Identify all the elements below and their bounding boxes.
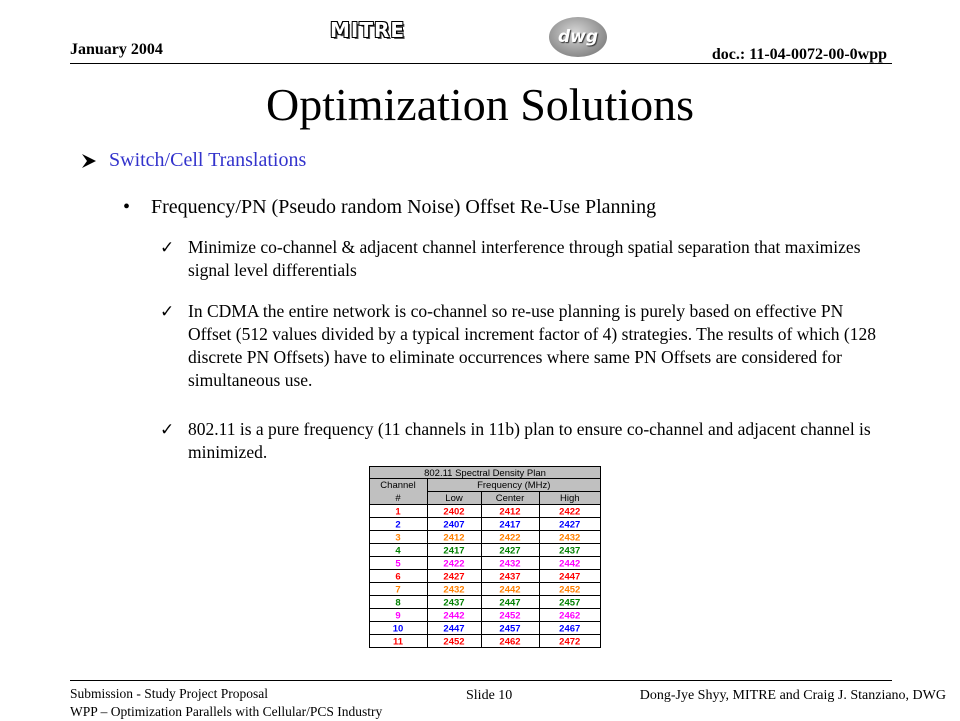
table-subheader: Center (495, 493, 525, 504)
bullet-level3-item (160, 300, 880, 392)
bullet-level2-text: Frequency/PN (Pseudo random Noise) Offset Re-Use Planning (151, 196, 657, 218)
table-cell-high: 2422 (559, 506, 581, 518)
table-cell-high: 2427 (559, 519, 581, 531)
table-cell-channel: 11 (392, 636, 404, 648)
table-cell-center: 2422 (499, 532, 521, 544)
bullet-dot-icon: • (123, 196, 131, 218)
footer-submission (70, 685, 382, 721)
table-cell-high: 2462 (559, 610, 581, 622)
table-title: 802.11 Spectral Density Plan (424, 468, 546, 479)
table-subheader: High (559, 493, 580, 504)
slide-number: Slide 10 (466, 688, 513, 703)
table-cell-high: 2447 (559, 571, 581, 583)
bullet-level2 (123, 196, 656, 219)
table-cell-high: 2432 (559, 532, 581, 544)
table-cell-low: 2417 (443, 545, 465, 557)
table-cell-center: 2442 (499, 584, 521, 596)
table-cell-center: 2432 (499, 558, 521, 570)
table-cell-low: 2407 (443, 519, 465, 531)
table-header-channel: Channel (380, 480, 416, 491)
table-cell-high: 2472 (559, 636, 581, 648)
table-cell-low: 2437 (443, 597, 465, 609)
table-cell-channel: 9 (395, 610, 401, 622)
bullet-level3-item (160, 236, 880, 282)
doc-number: 11-04-0072-00-0wpp (749, 46, 887, 63)
footer-submission-line1: Submission - Study Project Proposal (70, 686, 269, 701)
footer-authors: Dong-Jye Shyy, MITRE and Craig J. Stanziano, DWG (639, 688, 946, 703)
table-cell-channel: 5 (395, 558, 401, 570)
table-cell-high: 2442 (559, 558, 581, 570)
table-cell-high: 2452 (559, 584, 581, 596)
table-cell-channel: 4 (395, 545, 401, 557)
table-cell-center: 2452 (499, 610, 521, 622)
table-cell-channel: 1 (395, 506, 401, 518)
spectral-density-table (369, 466, 601, 670)
bullet-level1 (80, 149, 306, 172)
table-cell-high: 2467 (559, 623, 581, 635)
bullet-level3-text: 802.11 is a pure frequency (11 channels in 11b) plan to ensure co-channel and adjacent channel is minimized. (188, 419, 871, 462)
table-cell-center: 2447 (499, 597, 521, 609)
mitre-logo: MITRE (330, 18, 406, 42)
checkmark-icon: ✓ (160, 420, 175, 439)
slide-title: Optimization Solutions (265, 79, 695, 130)
table-cell-channel: 10 (392, 623, 404, 635)
footer-divider (70, 680, 892, 681)
table-subheader: # (395, 493, 401, 504)
table-cell-low: 2412 (443, 532, 465, 544)
bullet-level3-item (160, 418, 880, 464)
checkmark-icon: ✓ (160, 302, 175, 321)
arrow-bullet-icon (80, 152, 100, 170)
table-cell-low: 2402 (443, 506, 465, 518)
table-cell-center: 2412 (499, 506, 521, 518)
table-cell-channel: 6 (395, 571, 401, 583)
doc-id (712, 46, 887, 64)
table-cell-center: 2457 (499, 623, 521, 635)
dwg-logo-text: dwg (557, 27, 599, 47)
table-cell-high: 2437 (559, 545, 581, 557)
table-cell-low: 2432 (443, 584, 465, 596)
table-cell-high: 2457 (559, 597, 581, 609)
header-date: January 2004 (70, 41, 163, 58)
dwg-logo (549, 17, 607, 57)
table-cell-low: 2427 (443, 571, 465, 583)
table-cell-low: 2452 (443, 636, 465, 648)
header-divider (70, 63, 892, 64)
table-cell-channel: 8 (395, 597, 401, 609)
table-subheader: Low (445, 493, 463, 504)
table-cell-low: 2447 (443, 623, 465, 635)
table-cell-center: 2417 (499, 519, 521, 531)
table-cell-center: 2437 (499, 571, 521, 583)
table-cell-low: 2442 (443, 610, 465, 622)
checkmark-icon: ✓ (160, 238, 175, 257)
table-cell-channel: 3 (395, 532, 401, 544)
table-cell-channel: 2 (395, 519, 401, 531)
table-cell-channel: 7 (395, 584, 401, 596)
bullet-level1-text: Switch/Cell Translations (109, 149, 307, 171)
footer-submission-line2: WPP – Optimization Parallels with Cellular/PCS Industry (70, 704, 383, 719)
table-cell-low: 2422 (443, 558, 465, 570)
table-cell-center: 2462 (499, 636, 521, 648)
doc-label: doc.: (711, 46, 746, 63)
bullet-level3-text: In CDMA the entire network is co-channel so re-use planning is purely based on effective PN Offset (512 values divided by a typical increment factor of 4) strategies. The results of which (128 discrete PN Offsets) have to eliminate occurrences where same PN Offsets are considered for simultaneous use. (188, 301, 876, 390)
table-cell-center: 2427 (499, 545, 521, 557)
bullet-level3-text: Minimize co-channel & adjacent channel interference through spatial separation that maximizes signal level differentials (188, 237, 861, 280)
table-header-frequency: Frequency (MHz) (477, 480, 551, 491)
